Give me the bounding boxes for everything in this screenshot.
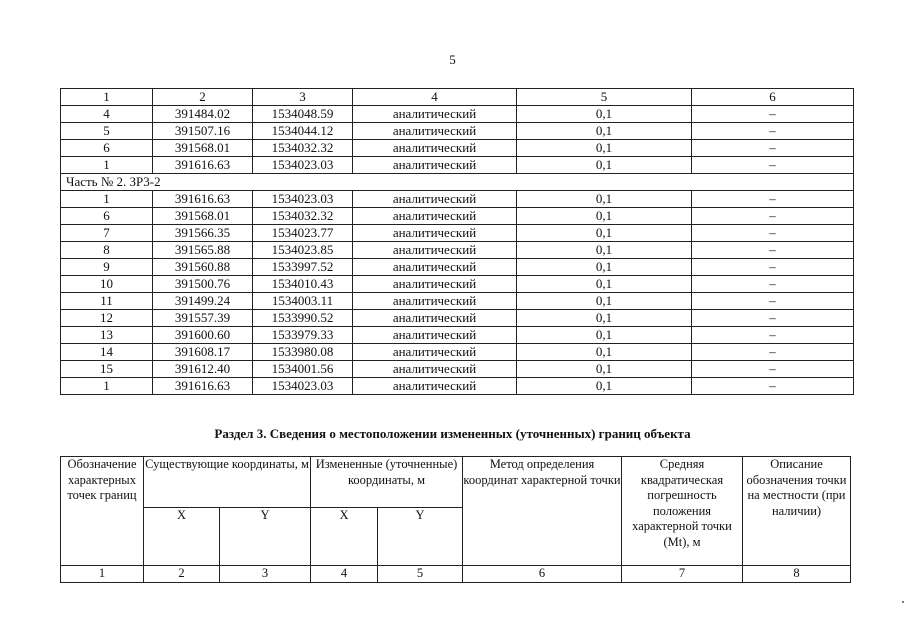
table-cell: 0,1 [517, 123, 692, 140]
table-cell: – [692, 361, 854, 378]
table-row [61, 123, 854, 140]
table-cell: 14 [61, 344, 153, 361]
table-cell: 391507.16 [153, 123, 253, 140]
header-row [61, 89, 854, 106]
table-cell: 4 [353, 89, 517, 106]
table-cell: 391616.63 [153, 157, 253, 174]
table-cell: 391616.63 [153, 191, 253, 208]
table-cell: 0,1 [517, 140, 692, 157]
table-cell: 13 [61, 327, 153, 344]
table-cell: 6 [692, 89, 854, 106]
table-cell: 7 [61, 225, 153, 242]
table-cell: аналитический [353, 157, 517, 174]
header-existing-x: X [144, 508, 220, 566]
table-cell: 5 [61, 123, 153, 140]
table-cell: 391484.02 [153, 106, 253, 123]
table-cell: 11 [61, 293, 153, 310]
header-changed-y: Y [378, 508, 463, 566]
table-cell: 1534023.03 [253, 157, 353, 174]
table-cell: – [692, 242, 854, 259]
table-cell: 1534023.85 [253, 242, 353, 259]
table-cell: аналитический [353, 191, 517, 208]
table-cell: 1534023.03 [253, 378, 353, 395]
page-number: 5 [449, 52, 456, 67]
header-method: Метод определения координат характерной точки [463, 457, 622, 566]
table-row [61, 361, 854, 378]
table-cell: аналитический [353, 327, 517, 344]
table-cell: 9 [61, 259, 153, 276]
table-cell: 0,1 [517, 378, 692, 395]
column-number: 1 [61, 566, 144, 583]
table-cell: 1534032.32 [253, 208, 353, 225]
table-row [61, 259, 854, 276]
part-label: Часть № 2. ЗР3-2 [61, 174, 854, 191]
header-changed-coordinates: Измененные (уточненные) координаты, м [311, 457, 463, 508]
table-cell: 391616.63 [153, 378, 253, 395]
column-number: 8 [743, 566, 851, 583]
table-row [61, 242, 854, 259]
table-cell: 1 [61, 89, 153, 106]
table-row [61, 106, 854, 123]
table-cell: аналитический [353, 293, 517, 310]
table-row [61, 378, 854, 395]
table-cell: – [692, 378, 854, 395]
table-cell: – [692, 208, 854, 225]
table-cell: 391557.39 [153, 310, 253, 327]
table-cell: 1533980.08 [253, 344, 353, 361]
table-cell: аналитический [353, 276, 517, 293]
column-number: 5 [378, 566, 463, 583]
header-description: Описание обозначения точки на местности (при наличии) [743, 457, 851, 566]
table-cell: 1534032.32 [253, 140, 353, 157]
header-existing-coordinates: Существующие координаты, м [144, 457, 311, 508]
table-cell: – [692, 344, 854, 361]
part-row [61, 174, 854, 191]
table-cell: аналитический [353, 259, 517, 276]
table-cell: 391568.01 [153, 140, 253, 157]
table-cell: 15 [61, 361, 153, 378]
table-cell: 2 [153, 89, 253, 106]
table-cell: 10 [61, 276, 153, 293]
table-cell: – [692, 140, 854, 157]
scan-speck [902, 601, 904, 603]
table-cell: аналитический [353, 140, 517, 157]
table-cell: 391500.76 [153, 276, 253, 293]
column-number: 2 [144, 566, 220, 583]
table-cell: 0,1 [517, 344, 692, 361]
table-cell: 1534023.03 [253, 191, 353, 208]
header-changed-x: X [311, 508, 378, 566]
table-cell: – [692, 293, 854, 310]
table-cell: 0,1 [517, 293, 692, 310]
table-cell: 0,1 [517, 276, 692, 293]
table-cell: 391600.60 [153, 327, 253, 344]
table-row [61, 140, 854, 157]
header-existing-y: Y [220, 508, 311, 566]
header-point-designation: Обозначение характерных точек границ [61, 457, 144, 566]
table-cell: – [692, 191, 854, 208]
header-mean-error: Средняя квадратическая погрешность положения характерной точки (Mt), м [622, 457, 743, 566]
table-cell: – [692, 327, 854, 344]
table-cell: 0,1 [517, 327, 692, 344]
table-cell: аналитический [353, 106, 517, 123]
table-row [61, 327, 854, 344]
table-cell: 391612.40 [153, 361, 253, 378]
table-cell: 8 [61, 242, 153, 259]
table-cell: 1534001.56 [253, 361, 353, 378]
table-row [61, 225, 854, 242]
table-cell: 1533997.52 [253, 259, 353, 276]
table-cell: 391499.24 [153, 293, 253, 310]
table-row [61, 293, 854, 310]
table-row [61, 276, 854, 293]
table-cell: аналитический [353, 378, 517, 395]
table-cell: 1533979.33 [253, 327, 353, 344]
column-number: 4 [311, 566, 378, 583]
table-cell: 0,1 [517, 106, 692, 123]
table-cell: 1534023.77 [253, 225, 353, 242]
table-cell: 0,1 [517, 157, 692, 174]
table-cell: – [692, 157, 854, 174]
table-cell: 3 [253, 89, 353, 106]
table-cell: аналитический [353, 208, 517, 225]
table-cell: 6 [61, 140, 153, 157]
table-cell: 0,1 [517, 208, 692, 225]
table-cell: аналитический [353, 344, 517, 361]
table-cell: 1534003.11 [253, 293, 353, 310]
table-cell: 1 [61, 157, 153, 174]
table-cell: 0,1 [517, 310, 692, 327]
table-cell: – [692, 276, 854, 293]
table-cell: 0,1 [517, 242, 692, 259]
table-cell: 0,1 [517, 361, 692, 378]
column-number: 6 [463, 566, 622, 583]
table-cell: 0,1 [517, 191, 692, 208]
table-cell: аналитический [353, 361, 517, 378]
table-cell: – [692, 106, 854, 123]
table-cell: 1534010.43 [253, 276, 353, 293]
table-cell: – [692, 310, 854, 327]
column-number: 7 [622, 566, 743, 583]
table-cell: – [692, 123, 854, 140]
table-cell: 1533990.52 [253, 310, 353, 327]
table-cell: 0,1 [517, 259, 692, 276]
table-row [61, 344, 854, 361]
table-cell: аналитический [353, 310, 517, 327]
table-cell: 391566.35 [153, 225, 253, 242]
table-cell: аналитический [353, 225, 517, 242]
table-row [61, 208, 854, 225]
table-cell: аналитический [353, 242, 517, 259]
table-row [61, 157, 854, 174]
table-cell: 1534048.59 [253, 106, 353, 123]
table-cell: 391568.01 [153, 208, 253, 225]
table-cell: 12 [61, 310, 153, 327]
table-cell: 391608.17 [153, 344, 253, 361]
table-cell: 6 [61, 208, 153, 225]
table-cell: 391565.88 [153, 242, 253, 259]
table-cell: 4 [61, 106, 153, 123]
table-row [61, 191, 854, 208]
table-cell: 1534044.12 [253, 123, 353, 140]
table-cell: – [692, 259, 854, 276]
table-cell: 391560.88 [153, 259, 253, 276]
table-cell: 1 [61, 378, 153, 395]
table-row [61, 310, 854, 327]
table-cell: – [692, 225, 854, 242]
table-cell: 0,1 [517, 225, 692, 242]
table-cell: 5 [517, 89, 692, 106]
changed-boundaries-table [60, 456, 851, 583]
coordinates-table [60, 88, 854, 395]
table-cell: аналитический [353, 123, 517, 140]
column-number: 3 [220, 566, 311, 583]
section-3-heading: Раздел 3. Сведения о местоположении измененных (уточненных) границ объекта [214, 426, 691, 441]
table-cell: 1 [61, 191, 153, 208]
